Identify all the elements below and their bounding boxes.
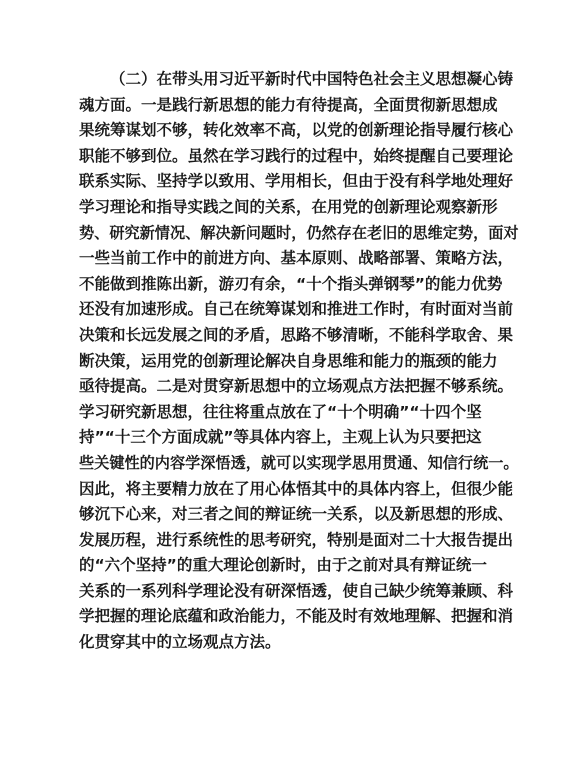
paragraph-line: 化贯穿其中的立场观点方法。: [79, 633, 281, 652]
paragraph-line: （二）在带头用习近平新时代中国特色社会主义思想凝心铸: [110, 70, 514, 88]
paragraph-line: 联系实际、坚持学以致用、学用相长，但由于没有科学地处理好: [79, 172, 514, 191]
paragraph-line: 的“六个坚持”的重大理论创新时，由于之前对具有辩证统一: [79, 556, 487, 575]
paragraph-line: 够沉下心来，对三者之间的辩证统一关系，以及新思想的形成、: [79, 505, 514, 524]
paragraph-line: 亟待提高。二是对贯穿新思想中的立场观点方法把握不够系统。: [79, 377, 514, 396]
paragraph-line: 还没有加速形成。自己在统筹谋划和推进工作时，有时面对当前: [79, 300, 514, 319]
body-paragraph: [79, 67, 519, 656]
paragraph-line: 魂方面。一是践行新思想的能力有待提高，全面贯彻新思想成: [79, 95, 498, 114]
paragraph-line: 因此，将主要精力放在了用心体悟其中的具体内容上，但很少能: [79, 479, 514, 498]
paragraph-line: 一些当前工作中的前进方向、基本原则、战略部署、策略方法，: [79, 249, 514, 268]
paragraph-line: 决策和长远发展之间的矛盾，思路不够清晰，不能科学取舍、果: [79, 325, 514, 344]
paragraph-line: 果统筹谋划不够，转化效率不高，以党的创新理论指导履行核心: [79, 121, 514, 140]
paragraph-line: 不能做到推陈出新，游刃有余，“十个指头弹钢琴”的能力优势: [79, 274, 503, 293]
paragraph-line: 断决策，运用党的创新理论解决自身思维和能力的瓶颈的能力: [79, 351, 498, 370]
paragraph-line: 势、研究新情况、解决新问题时，仍然存在老旧的思维定势，面对: [79, 223, 519, 242]
paragraph-line: 职能不够到位。虽然在学习践行的过程中，始终提醒自己要理论: [79, 146, 514, 165]
paragraph-line: 些关键性的内容学深悟透，就可以实现学思用贯通、知信行统一。: [79, 453, 519, 472]
paragraph-line: 学习研究新思想，往往将重点放在了“十个明确”“十四个坚: [79, 402, 482, 421]
paragraph-line: 学把握的理论底蕴和政治能力，不能及时有效地理解、把握和消: [79, 607, 514, 626]
paragraph-line: 学习理论和指导实践之间的关系，在用党的创新理论观察新形: [79, 197, 498, 216]
paragraph-line: 持”“十三个方面成就”等具体内容上，主观上认为只要把这: [79, 428, 482, 447]
paragraph-line: 关系的一系列科学理论没有研深悟透，使自己缺少统筹兼顾、科: [79, 581, 514, 600]
paragraph-line: 发展历程，进行系统性的思考研究，特别是面对二十大报告提出: [79, 530, 514, 549]
